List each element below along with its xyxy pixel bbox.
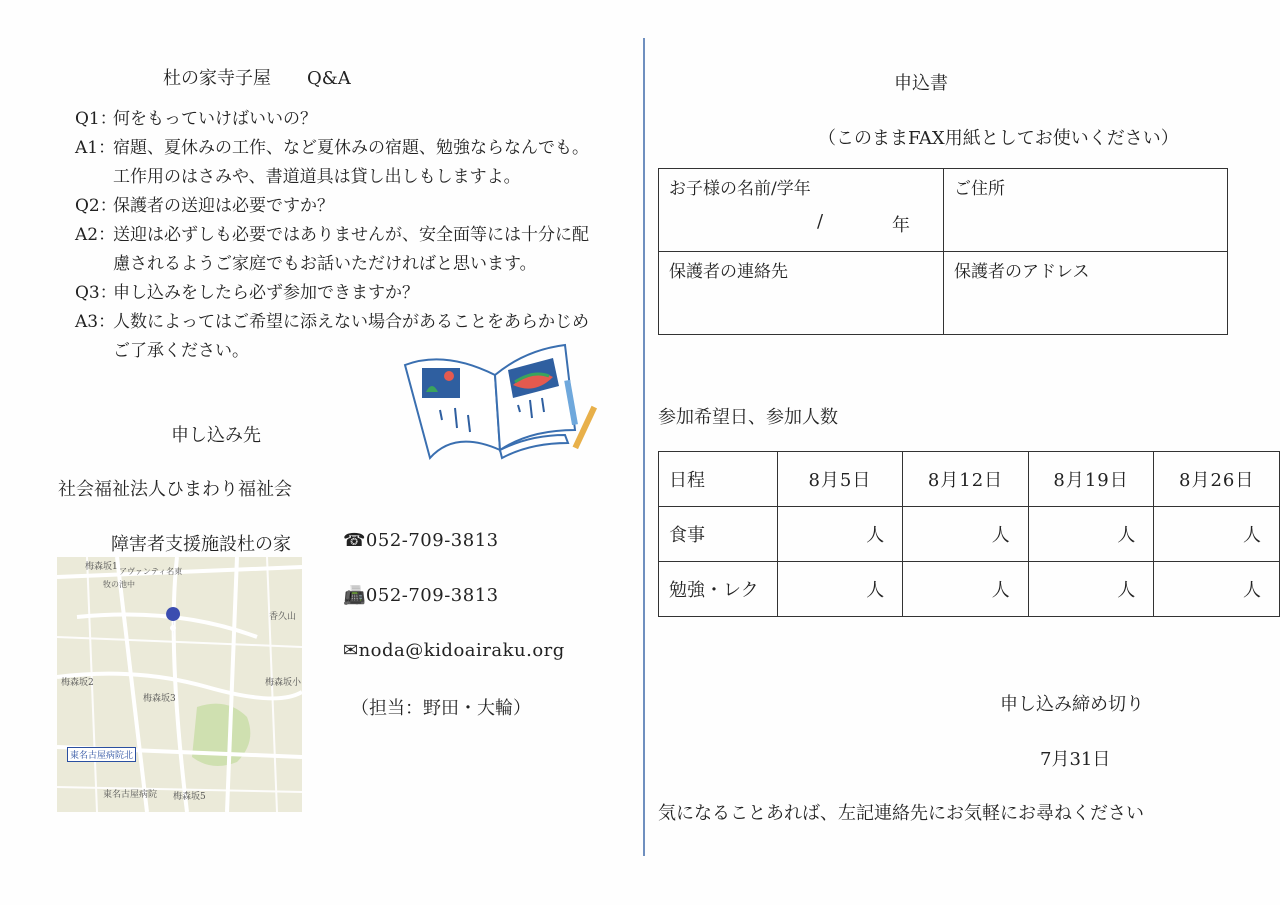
map-label: 東名古屋病院北 [67, 747, 136, 762]
map-label: 梅森坂2 [61, 678, 94, 688]
qa-item-text: 送迎は必ずしも必要ではありませんが、安全面等には十分に配 [113, 225, 589, 245]
guardian-address-field[interactable] [944, 252, 1227, 334]
contact-heading: 申し込み先 [171, 425, 261, 446]
phone-number: ☎052-709-3813 [343, 530, 499, 551]
guardian-contact-label: 保護者の連絡先 [669, 262, 788, 282]
date-cell: 8月5日 [777, 452, 903, 507]
qa-item-text: 人数によってはご希望に添えない場合があることをあらかじめ [113, 312, 589, 332]
date-cell: 8月12日 [903, 452, 1029, 507]
study-count-cell[interactable]: 人 [777, 562, 903, 617]
study-count-cell[interactable]: 人 [1028, 562, 1154, 617]
applicant-form [658, 168, 1228, 335]
child-slash: / [817, 211, 824, 232]
address-label: ご住所 [954, 179, 1005, 199]
form-title: 申込書 [894, 73, 948, 94]
schedule-header-label: 日程 [659, 452, 778, 507]
meal-count-cell[interactable]: 人 [777, 507, 903, 562]
page-divider [643, 38, 645, 856]
meal-count-cell[interactable]: 人 [1028, 507, 1154, 562]
inquiry-note: 気になることあれば、左記連絡先にお気軽にお尋ねください [658, 803, 1144, 824]
address-field[interactable] [944, 169, 1227, 251]
date-cell: 8月26日 [1154, 452, 1280, 507]
qa-item-label: A3： [75, 312, 116, 332]
deadline-label: 申し込み締め切り [1000, 694, 1144, 715]
fax-number: 📠052-709-3813 [343, 585, 499, 606]
study-count-cell[interactable]: 人 [1154, 562, 1280, 617]
qa-item-label: Q1： [75, 109, 117, 129]
location-map [57, 557, 302, 812]
qa-item-text: 保護者の送迎は必要ですか？ [113, 196, 334, 216]
qa-item-label: Q3： [75, 283, 117, 303]
meal-count-cell[interactable]: 人 [903, 507, 1029, 562]
qa-title: 杜の家寺子屋 Q&A [163, 68, 351, 89]
guardian-contact-field[interactable] [659, 252, 943, 334]
qa-item-text: 慮されるようご家庭でもお話いただければと思います。 [113, 254, 537, 274]
study-count-cell[interactable]: 人 [903, 562, 1029, 617]
facility-name: 障害者支援施設杜の家 [111, 534, 291, 555]
map-label: 東名古屋病院 [103, 790, 158, 800]
meal-count-cell[interactable]: 人 [1154, 507, 1280, 562]
map-label: 牧の池中 [103, 580, 135, 589]
qa-item-text: 宿題、夏休みの工作、など夏休みの宿題、勉強ならなんでも。 [113, 138, 589, 158]
map-label: アヴァンティ名東 [119, 567, 183, 576]
study-row-label: 勉強・レク [659, 562, 778, 617]
meal-row-label: 食事 [659, 507, 778, 562]
qa-item-text: 申し込みをしたら必ず参加できますか？ [113, 283, 419, 303]
email-address: ✉noda@kidoairaku.org [343, 640, 565, 661]
child-grade-label: 年 [892, 215, 910, 236]
form-subtitle: （このままFAX用紙としてお使いください） [818, 128, 1179, 149]
qa-item-text: ご了承ください。 [113, 341, 249, 361]
notebook-illustration-icon [400, 340, 610, 465]
map-label: 梅森坂5 [173, 792, 206, 802]
qa-item-label: A1： [75, 138, 116, 158]
qa-item-text: 何をもっていけばいいの？ [113, 109, 317, 129]
qa-item-text: 工作用のはさみや、書道道具は貸し出しもしますよ。 [113, 167, 521, 187]
contact-person: （担当：野田・大輪） [351, 698, 531, 719]
map-label: 香久山 [269, 612, 297, 622]
org-name: 社会福祉法人ひまわり福祉会 [58, 479, 292, 500]
schedule-heading: 参加希望日、参加人数 [658, 407, 838, 428]
map-label: 梅森坂1 [85, 562, 118, 572]
child-name-grade-field[interactable] [659, 169, 943, 251]
child-name-label: お子様の名前/学年 [669, 179, 811, 199]
deadline-date: 7月31日 [1040, 749, 1111, 770]
date-cell: 8月19日 [1028, 452, 1154, 507]
map-label: 梅森坂3 [143, 694, 176, 704]
schedule-table [658, 451, 1280, 617]
qa-item-label: A2： [75, 225, 116, 245]
guardian-address-label: 保護者のアドレス [954, 262, 1090, 282]
qa-item-label: Q2： [75, 196, 117, 216]
map-label: 梅森坂小 [265, 678, 302, 688]
